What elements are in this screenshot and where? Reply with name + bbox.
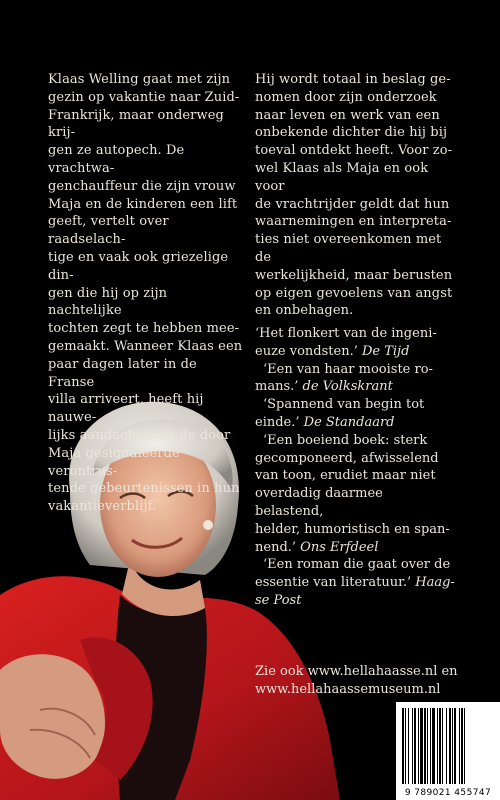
quote-text: ‘Een roman die gaat over de <box>263 557 451 573</box>
barcode-bar <box>414 708 416 784</box>
synopsis-right-column <box>255 71 455 320</box>
barcode-bar <box>405 708 406 784</box>
synopsis-left-line: gen die hij op zijn nachtelijke <box>48 285 168 319</box>
isbn-number: 9 789021 455747 <box>404 788 492 798</box>
barcode-bar <box>430 708 431 784</box>
synopsis-right-line: nomen door zijn onderzoek <box>255 89 437 105</box>
synopsis-right-line: op eigen gevoelens van angst <box>255 285 453 301</box>
barcode-bar <box>446 708 447 784</box>
synopsis-right-line: Hij wordt totaal in beslag ge- <box>255 72 451 87</box>
quote-text: van toon, erudiet maar niet <box>255 468 436 484</box>
quote-text: overdadig daarmee belastend, <box>255 486 383 519</box>
quote-text: euze vondsten.’ <box>255 343 362 359</box>
barcode-bar <box>439 708 441 784</box>
synopsis-right-line: toeval ontdekt heeft. Voor zo- <box>255 143 453 159</box>
barcode-bar <box>464 708 465 784</box>
quote-source: Ons Erfdeel <box>300 539 379 555</box>
synopsis-left-line: paar dagen later in de Franse <box>48 356 197 390</box>
synopsis-left-line: geeft, vertelt over raadselach- <box>48 214 169 248</box>
synopsis-left-line: tige en vaak ook griezelige din- <box>48 249 229 283</box>
synopsis-left-line: vakantieverblijf. <box>48 499 157 515</box>
press-quote <box>255 396 455 432</box>
quote-text: helder, humoristisch en span- <box>255 521 450 537</box>
barcode-bar <box>427 708 428 784</box>
barcode-bar <box>437 708 438 784</box>
synopsis-right-line: werkelijkheid, maar berusten <box>255 267 453 283</box>
synopsis-right-line: de vrachtrijder geldt dat hun <box>255 196 450 212</box>
barcode-bar <box>408 708 409 784</box>
barcode-bar <box>412 708 413 784</box>
barcode-bar <box>432 708 435 784</box>
synopsis-right-line: en onbehagen. <box>255 303 354 319</box>
website-links <box>255 663 485 699</box>
synopsis-right-line: onbekende dichter die hij bij <box>255 125 448 141</box>
synopsis-left-line: Maja en de kinderen een lift <box>48 196 238 212</box>
quote-text: essentie van literatuur.’ <box>255 575 416 591</box>
synopsis-left-line: Frankrijk, maar onderweg krij- <box>48 107 224 141</box>
quote-text: einde.’ <box>255 414 304 430</box>
barcode-bar <box>418 708 419 784</box>
barcode-bar <box>454 708 456 784</box>
synopsis-right-line: ties niet overeenkomen met de <box>255 232 442 265</box>
barcode-bar <box>449 708 451 784</box>
synopsis-left-line: Klaas Welling gaat met zijn <box>48 72 231 87</box>
quote-source: se Post <box>255 592 302 608</box>
quote-text: ‘Het flonkert van de ingeni- <box>255 326 437 341</box>
quote-source: De Tijd <box>361 343 410 359</box>
barcode-bar <box>420 708 423 784</box>
press-quote <box>255 361 455 397</box>
website-link-line-1[interactable]: Zie ook www.hellahaasse.nl en <box>255 664 458 679</box>
synopsis-right-line: wel Klaas als Maja en ook voor <box>255 160 429 194</box>
barcode-bar <box>402 708 404 784</box>
quote-text: nend.’ <box>255 539 301 555</box>
synopsis-left-line: lijks aandacht voor de door <box>48 427 231 443</box>
synopsis-right-line: waarnemingen en interpreta- <box>255 214 452 230</box>
quote-text: ‘Een boeiend boek: sterk <box>263 432 428 448</box>
synopsis-right-line: naar leven en werk van een <box>255 107 440 123</box>
quote-text: mans.’ <box>255 379 303 395</box>
barcode-bar <box>442 708 443 784</box>
synopsis-left-line: gen ze autopech. De vrachtwa- <box>48 143 185 176</box>
quote-source: de Volkskrant <box>302 379 393 395</box>
quote-source: De Standaard <box>303 414 395 430</box>
barcode-bars <box>400 708 496 784</box>
website-link-line-2[interactable]: www.hellahaassemuseum.nl <box>255 682 441 697</box>
barcode-bar <box>461 708 463 784</box>
barcode-bar <box>424 708 426 784</box>
press-quotes <box>255 325 455 610</box>
quote-text: ‘Een van haar mooiste ro- <box>263 361 433 377</box>
synopsis-left-line: genchauffeur die zijn vrouw <box>48 178 236 194</box>
quote-text: ‘Spannend van begin tot <box>263 397 425 413</box>
barcode-bar <box>452 708 453 784</box>
synopsis-left-line: Maja gesignaleerde verontrus- <box>48 445 180 479</box>
press-quote <box>255 325 455 361</box>
press-quote <box>255 556 455 609</box>
synopsis-left-line: tochten zegt te hebben mee- <box>48 321 240 337</box>
barcode-bar <box>459 708 460 784</box>
quote-source: Haag- <box>415 575 455 591</box>
synopsis-left-line: tende gebeurtenissen in hun <box>48 481 240 497</box>
press-quote <box>255 432 455 557</box>
quote-text: gecomponeerd, afwisselend <box>255 450 439 466</box>
isbn-barcode <box>396 702 500 800</box>
synopsis-left-line: gemaakt. Wanneer Klaas een <box>48 338 243 354</box>
synopsis-left-line: gezin op vakantie naar Zuid- <box>48 89 240 105</box>
synopsis-left-line: villa arriveert, heeft hij nauwe- <box>48 392 204 426</box>
synopsis-left-column <box>48 71 244 516</box>
